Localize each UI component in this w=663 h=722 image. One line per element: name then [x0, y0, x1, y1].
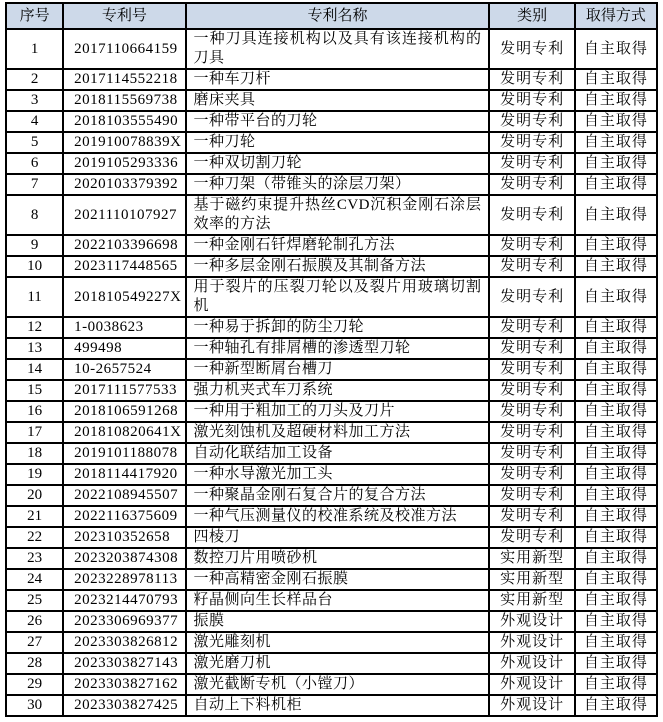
patent-number-cell: 201810549227X — [63, 277, 185, 317]
patent-name-cell: 一种多层金刚石振膜及其制备方法 — [186, 256, 490, 277]
serial-number-cell: 7 — [6, 174, 63, 195]
acquisition-method-cell: 自主取得 — [575, 527, 657, 548]
category-cell: 发明专利 — [489, 527, 574, 548]
category-cell: 发明专利 — [489, 506, 574, 527]
table-header — [6, 3, 657, 29]
patent-number-cell: 201810820641X — [63, 422, 185, 443]
patent-number-cell: 499498 — [63, 338, 185, 359]
patent-number-cell: 202310352658 — [63, 527, 185, 548]
acquisition-method-cell: 自主取得 — [575, 359, 657, 380]
patent-number-cell: 2017111577533 — [63, 380, 185, 401]
table-row — [6, 380, 657, 401]
patent-number-cell: 2017110664159 — [63, 29, 185, 69]
acquisition-method-cell: 自主取得 — [575, 174, 657, 195]
patent-name-cell: 一种刀具连接机构以及具有该连接机构的刀具 — [186, 29, 490, 69]
category-cell: 发明专利 — [489, 338, 574, 359]
patent-name-cell: 激光磨刀机 — [186, 653, 490, 674]
acquisition-method-cell: 自主取得 — [575, 338, 657, 359]
patent-name-cell: 激光雕刻机 — [186, 632, 490, 653]
category-cell: 发明专利 — [489, 69, 574, 90]
serial-number-cell: 6 — [6, 153, 63, 174]
col-header-patent-number: 专利号 — [63, 3, 185, 29]
acquisition-method-cell: 自主取得 — [575, 29, 657, 69]
patent-name-cell: 一种新型断屑台槽刀 — [186, 359, 490, 380]
table-row — [6, 569, 657, 590]
table-row — [6, 235, 657, 256]
serial-number-cell: 17 — [6, 422, 63, 443]
patent-number-cell: 2022108945507 — [63, 485, 185, 506]
serial-number-cell: 18 — [6, 443, 63, 464]
table-row — [6, 90, 657, 111]
patent-name-cell: 四棱刀 — [186, 527, 490, 548]
patent-number-cell: 1-0038623 — [63, 317, 185, 338]
serial-number-cell: 20 — [6, 485, 63, 506]
table-body — [6, 29, 657, 716]
acquisition-method-cell: 自主取得 — [575, 569, 657, 590]
acquisition-method-cell: 自主取得 — [575, 69, 657, 90]
patent-number-cell: 2018103555490 — [63, 111, 185, 132]
table-row — [6, 443, 657, 464]
category-cell: 外观设计 — [489, 674, 574, 695]
acquisition-method-cell: 自主取得 — [575, 674, 657, 695]
patent-name-cell: 一种用于粗加工的刀头及刀片 — [186, 401, 490, 422]
category-cell: 外观设计 — [489, 695, 574, 716]
category-cell: 发明专利 — [489, 111, 574, 132]
col-header-patent-name: 专利名称 — [186, 3, 490, 29]
patent-name-cell: 一种易于拆卸的防尘刀轮 — [186, 317, 490, 338]
table-row — [6, 464, 657, 485]
serial-number-cell: 2 — [6, 69, 63, 90]
patent-number-cell: 2023203874308 — [63, 548, 185, 569]
serial-number-cell: 8 — [6, 195, 63, 235]
category-cell: 发明专利 — [489, 359, 574, 380]
category-cell: 发明专利 — [489, 317, 574, 338]
category-cell: 外观设计 — [489, 632, 574, 653]
table-row — [6, 401, 657, 422]
patent-name-cell: 一种聚晶金刚石复合片的复合方法 — [186, 485, 490, 506]
table-row — [6, 653, 657, 674]
serial-number-cell: 16 — [6, 401, 63, 422]
acquisition-method-cell: 自主取得 — [575, 653, 657, 674]
category-cell: 发明专利 — [489, 443, 574, 464]
category-cell: 外观设计 — [489, 611, 574, 632]
serial-number-cell: 25 — [6, 590, 63, 611]
patent-name-cell: 激光刻蚀机及超硬材料加工方法 — [186, 422, 490, 443]
serial-number-cell: 9 — [6, 235, 63, 256]
category-cell: 发明专利 — [489, 401, 574, 422]
category-cell: 发明专利 — [489, 485, 574, 506]
patent-name-cell: 基于磁约束提升热丝CVD沉积金刚石涂层效率的方法 — [186, 195, 490, 235]
acquisition-method-cell: 自主取得 — [575, 317, 657, 338]
patent-number-cell: 2018114417920 — [63, 464, 185, 485]
category-cell: 实用新型 — [489, 590, 574, 611]
patent-list-table — [5, 2, 658, 717]
acquisition-method-cell: 自主取得 — [575, 153, 657, 174]
patent-name-cell: 一种刀轮 — [186, 132, 490, 153]
serial-number-cell: 29 — [6, 674, 63, 695]
table-row — [6, 317, 657, 338]
patent-number-cell: 2019101188078 — [63, 443, 185, 464]
header-row — [6, 3, 657, 29]
acquisition-method-cell: 自主取得 — [575, 195, 657, 235]
acquisition-method-cell: 自主取得 — [575, 695, 657, 716]
patent-number-cell: 2023303827143 — [63, 653, 185, 674]
table-row — [6, 611, 657, 632]
serial-number-cell: 27 — [6, 632, 63, 653]
patent-name-cell: 一种刀架（带锥头的涂层刀架） — [186, 174, 490, 195]
patent-number-cell: 2022103396698 — [63, 235, 185, 256]
serial-number-cell: 19 — [6, 464, 63, 485]
patent-name-cell: 用于裂片的压裂刀轮以及裂片用玻璃切割机 — [186, 277, 490, 317]
patent-name-cell: 籽晶侧向生长样品台 — [186, 590, 490, 611]
patent-name-cell: 一种气压测量仪的校准系统及校准方法 — [186, 506, 490, 527]
category-cell: 发明专利 — [489, 195, 574, 235]
patent-number-cell: 2023303826812 — [63, 632, 185, 653]
patent-number-cell: 201910078839X — [63, 132, 185, 153]
patent-name-cell: 振膜 — [186, 611, 490, 632]
patent-number-cell: 2018106591268 — [63, 401, 185, 422]
serial-number-cell: 26 — [6, 611, 63, 632]
acquisition-method-cell: 自主取得 — [575, 485, 657, 506]
patent-name-cell: 磨床夹具 — [186, 90, 490, 111]
table-row — [6, 527, 657, 548]
acquisition-method-cell: 自主取得 — [575, 380, 657, 401]
acquisition-method-cell: 自主取得 — [575, 590, 657, 611]
serial-number-cell: 14 — [6, 359, 63, 380]
patent-number-cell: 2023228978113 — [63, 569, 185, 590]
table-row — [6, 506, 657, 527]
table-row — [6, 69, 657, 90]
col-header-serial-number: 序号 — [6, 3, 63, 29]
serial-number-cell: 12 — [6, 317, 63, 338]
patent-number-cell: 2020103379392 — [63, 174, 185, 195]
acquisition-method-cell: 自主取得 — [575, 611, 657, 632]
acquisition-method-cell: 自主取得 — [575, 422, 657, 443]
table-row — [6, 548, 657, 569]
serial-number-cell: 4 — [6, 111, 63, 132]
acquisition-method-cell: 自主取得 — [575, 132, 657, 153]
category-cell: 发明专利 — [489, 277, 574, 317]
table-row — [6, 256, 657, 277]
serial-number-cell: 11 — [6, 277, 63, 317]
acquisition-method-cell: 自主取得 — [575, 632, 657, 653]
serial-number-cell: 21 — [6, 506, 63, 527]
serial-number-cell: 1 — [6, 29, 63, 69]
category-cell: 发明专利 — [489, 235, 574, 256]
serial-number-cell: 23 — [6, 548, 63, 569]
category-cell: 发明专利 — [489, 29, 574, 69]
patent-number-cell: 2023214470793 — [63, 590, 185, 611]
table-row — [6, 674, 657, 695]
patent-number-cell: 10-2657524 — [63, 359, 185, 380]
table-row — [6, 132, 657, 153]
table-row — [6, 29, 657, 69]
category-cell: 发明专利 — [489, 464, 574, 485]
category-cell: 实用新型 — [489, 548, 574, 569]
acquisition-method-cell: 自主取得 — [575, 277, 657, 317]
category-cell: 实用新型 — [489, 569, 574, 590]
patent-name-cell: 一种高精密金刚石振膜 — [186, 569, 490, 590]
category-cell: 发明专利 — [489, 153, 574, 174]
acquisition-method-cell: 自主取得 — [575, 464, 657, 485]
patent-name-cell: 自动上下料机柜 — [186, 695, 490, 716]
serial-number-cell: 10 — [6, 256, 63, 277]
patent-number-cell: 2023306969377 — [63, 611, 185, 632]
category-cell: 发明专利 — [489, 256, 574, 277]
serial-number-cell: 15 — [6, 380, 63, 401]
patent-name-cell: 一种车刀杆 — [186, 69, 490, 90]
serial-number-cell: 22 — [6, 527, 63, 548]
patent-name-cell: 一种轴孔有排屑槽的渗透型刀轮 — [186, 338, 490, 359]
table-row — [6, 153, 657, 174]
acquisition-method-cell: 自主取得 — [575, 111, 657, 132]
table-row — [6, 485, 657, 506]
patent-name-cell: 自动化联结加工设备 — [186, 443, 490, 464]
patent-name-cell: 激光截断专机（小镗刀） — [186, 674, 490, 695]
patent-number-cell: 2023117448565 — [63, 256, 185, 277]
table-row — [6, 590, 657, 611]
acquisition-method-cell: 自主取得 — [575, 235, 657, 256]
table-row — [6, 195, 657, 235]
acquisition-method-cell: 自主取得 — [575, 90, 657, 111]
table-row — [6, 632, 657, 653]
category-cell: 发明专利 — [489, 380, 574, 401]
category-cell: 发明专利 — [489, 174, 574, 195]
patent-name-cell: 一种带平台的刀轮 — [186, 111, 490, 132]
acquisition-method-cell: 自主取得 — [575, 401, 657, 422]
table-row — [6, 422, 657, 443]
col-header-acquisition-method: 取得方式 — [575, 3, 657, 29]
patent-name-cell: 一种双切割刀轮 — [186, 153, 490, 174]
col-header-category: 类别 — [489, 3, 574, 29]
patent-number-cell: 2019105293336 — [63, 153, 185, 174]
serial-number-cell: 24 — [6, 569, 63, 590]
table-row — [6, 338, 657, 359]
patent-name-cell: 一种金刚石钎焊磨轮制孔方法 — [186, 235, 490, 256]
acquisition-method-cell: 自主取得 — [575, 256, 657, 277]
serial-number-cell: 5 — [6, 132, 63, 153]
patent-name-cell: 一种水导激光加工头 — [186, 464, 490, 485]
category-cell: 发明专利 — [489, 422, 574, 443]
patent-number-cell: 2022116375609 — [63, 506, 185, 527]
category-cell: 发明专利 — [489, 90, 574, 111]
table-row — [6, 359, 657, 380]
patent-number-cell: 2023303827162 — [63, 674, 185, 695]
patent-number-cell: 2023303827425 — [63, 695, 185, 716]
category-cell: 发明专利 — [489, 132, 574, 153]
serial-number-cell: 30 — [6, 695, 63, 716]
patent-number-cell: 2021110107927 — [63, 195, 185, 235]
serial-number-cell: 3 — [6, 90, 63, 111]
acquisition-method-cell: 自主取得 — [575, 506, 657, 527]
table-row — [6, 695, 657, 716]
patent-name-cell: 强力机夹式车刀系统 — [186, 380, 490, 401]
acquisition-method-cell: 自主取得 — [575, 548, 657, 569]
patent-name-cell: 数控刀片用喷砂机 — [186, 548, 490, 569]
patent-number-cell: 2018115569738 — [63, 90, 185, 111]
acquisition-method-cell: 自主取得 — [575, 443, 657, 464]
table-row — [6, 277, 657, 317]
serial-number-cell: 13 — [6, 338, 63, 359]
serial-number-cell: 28 — [6, 653, 63, 674]
table-row — [6, 111, 657, 132]
category-cell: 外观设计 — [489, 653, 574, 674]
patent-number-cell: 2017114552218 — [63, 69, 185, 90]
table-row — [6, 174, 657, 195]
